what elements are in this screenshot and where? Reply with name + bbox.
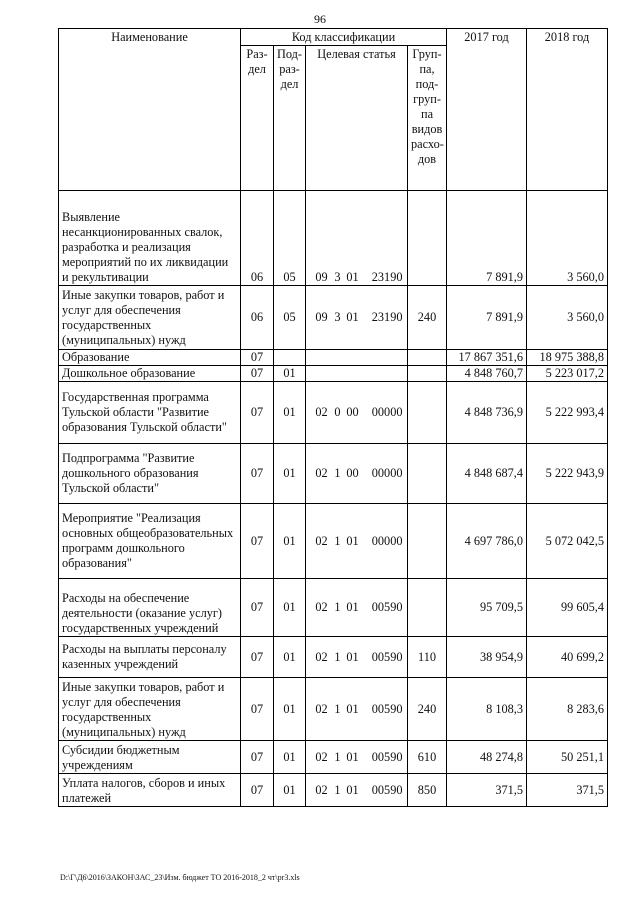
row-value-2017: 7 891,9 (447, 191, 527, 286)
row-value-2017: 4 848 687,4 (447, 444, 527, 504)
row-target-article (306, 286, 408, 350)
row-podrazdel: 05 (274, 286, 306, 350)
row-razdel: 07 (241, 678, 274, 741)
target-article-part: 01 (346, 270, 359, 284)
row-target-article (306, 444, 408, 504)
col-header-code-group: Код классификации (241, 29, 447, 46)
target-article-part: 3 (334, 310, 341, 324)
target-article-part: 01 (346, 749, 359, 764)
row-podrazdel: 01 (274, 678, 306, 741)
row-name: Расходы на выплаты персоналу казенных учреждений (59, 637, 241, 678)
target-article-part: 02 (315, 782, 328, 797)
row-podrazdel (274, 350, 306, 366)
target-article-part: 00590 (371, 701, 403, 716)
table-row (59, 382, 608, 444)
row-target-article (306, 382, 408, 444)
table-row (59, 191, 608, 286)
target-article-part: 09 (315, 310, 328, 324)
target-article-part: 01 (346, 701, 359, 716)
row-target-article (306, 774, 408, 807)
row-name: Уплата налогов, сборов и иных платежей (59, 774, 241, 807)
row-target-article (306, 350, 408, 366)
target-article-part: 1 (334, 701, 341, 716)
row-group (408, 579, 447, 637)
row-value-2018: 3 560,0 (527, 191, 608, 286)
row-razdel: 07 (241, 504, 274, 579)
row-group: 850 (408, 774, 447, 807)
row-value-2018: 18 975 388,8 (527, 350, 608, 366)
row-value-2017: 4 697 786,0 (447, 504, 527, 579)
target-article-part: 00000 (371, 533, 403, 548)
target-article-part: 01 (346, 533, 359, 548)
target-article-part: 00000 (371, 405, 403, 419)
table-row (59, 741, 608, 774)
row-group (408, 366, 447, 382)
row-value-2018: 5 222 943,9 (527, 444, 608, 504)
target-article-part: 00590 (371, 600, 403, 614)
row-value-2018: 40 699,2 (527, 637, 608, 678)
table-row (59, 366, 608, 382)
target-article-part: 02 (315, 649, 328, 664)
row-value-2018: 99 605,4 (527, 579, 608, 637)
row-name: Расходы на обеспечение деятельности (оказание услуг) государственных учреждений (59, 579, 241, 637)
row-group: 240 (408, 286, 447, 350)
row-razdel: 07 (241, 444, 274, 504)
target-article-part: 02 (315, 701, 328, 716)
row-razdel: 07 (241, 774, 274, 807)
budget-table (58, 28, 608, 807)
target-article-part: 00 (346, 466, 359, 480)
row-podrazdel: 01 (274, 444, 306, 504)
row-razdel: 07 (241, 366, 274, 382)
target-article-part: 02 (315, 466, 328, 480)
row-name: Государственная программа Тульской области "Развитие образования Тульской области" (59, 382, 241, 444)
row-group (408, 350, 447, 366)
row-razdel: 07 (241, 350, 274, 366)
col-header-2017: 2017 год (447, 29, 527, 191)
row-group (408, 191, 447, 286)
table-row (59, 504, 608, 579)
target-article-part: 3 (334, 270, 341, 284)
table-row (59, 774, 608, 807)
row-value-2018: 8 283,6 (527, 678, 608, 741)
table-row (59, 350, 608, 366)
row-name: Выявление несанкционированных свалок, разработка и реализация мероприятий по их ликвидации и рекультивации (59, 191, 241, 286)
row-name: Мероприятие "Реализация основных общеобразовательных программ дошкольного образования" (59, 504, 241, 579)
target-article-part: 1 (334, 533, 341, 548)
row-target-article (306, 741, 408, 774)
table-row (59, 286, 608, 350)
row-value-2018: 5 223 017,2 (527, 366, 608, 382)
target-article-part: 02 (315, 405, 328, 419)
row-value-2017: 17 867 351,6 (447, 350, 527, 366)
col-header-2018: 2018 год (527, 29, 608, 191)
row-podrazdel: 05 (274, 191, 306, 286)
table-row (59, 678, 608, 741)
row-podrazdel: 01 (274, 774, 306, 807)
row-group: 610 (408, 741, 447, 774)
row-group (408, 504, 447, 579)
row-target-article (306, 678, 408, 741)
row-razdel: 07 (241, 382, 274, 444)
row-name: Иные закупки товаров, работ и услуг для обеспечения государственных (муниципальных) нужд (59, 678, 241, 741)
row-value-2018: 3 560,0 (527, 286, 608, 350)
row-value-2017: 8 108,3 (447, 678, 527, 741)
table-row (59, 637, 608, 678)
row-name: Подпрограмма "Развитие дошкольного образования Тульской области" (59, 444, 241, 504)
row-podrazdel: 01 (274, 741, 306, 774)
target-article-part: 1 (334, 466, 341, 480)
row-name: Дошкольное образование (59, 366, 241, 382)
row-group (408, 444, 447, 504)
row-value-2017: 371,5 (447, 774, 527, 807)
target-article-part: 00590 (371, 749, 403, 764)
row-podrazdel: 01 (274, 637, 306, 678)
row-value-2017: 4 848 760,7 (447, 366, 527, 382)
row-value-2018: 50 251,1 (527, 741, 608, 774)
target-article-part: 0 (334, 405, 341, 419)
target-article-part: 01 (346, 310, 359, 324)
target-article-part: 00590 (371, 649, 403, 664)
row-razdel: 06 (241, 191, 274, 286)
col-header-name: Наименование (59, 29, 241, 191)
row-target-article (306, 504, 408, 579)
col-header-razdel: Раз- дел (241, 46, 274, 191)
page-number: 96 (314, 12, 326, 26)
row-group: 240 (408, 678, 447, 741)
row-value-2017: 4 848 736,9 (447, 382, 527, 444)
row-target-article (306, 637, 408, 678)
row-value-2017: 48 274,8 (447, 741, 527, 774)
col-header-target-article: Целевая статья (306, 46, 408, 191)
col-header-group: Груп- па, под- груп- па видов расхо- дов (408, 46, 447, 191)
target-article-part: 00590 (371, 782, 403, 797)
target-article-part: 01 (346, 649, 359, 664)
row-group (408, 382, 447, 444)
table-row (59, 579, 608, 637)
row-podrazdel: 01 (274, 504, 306, 579)
row-podrazdel: 01 (274, 366, 306, 382)
row-group: 110 (408, 637, 447, 678)
row-name: Образование (59, 350, 241, 366)
target-article-part: 02 (315, 749, 328, 764)
target-article-part: 01 (346, 600, 359, 614)
row-value-2018: 5 222 993,4 (527, 382, 608, 444)
target-article-part: 01 (346, 782, 359, 797)
row-value-2018: 5 072 042,5 (527, 504, 608, 579)
target-article-part: 1 (334, 600, 341, 614)
file-path-footer: D:\Г\Д6\2016\ЗАКОН\ЗАС_23\Изм. бюджет ТО 2016-2018_2 чт\pr3.xls (60, 873, 300, 882)
row-razdel: 07 (241, 637, 274, 678)
row-value-2018: 371,5 (527, 774, 608, 807)
target-article-part: 00 (346, 405, 359, 419)
target-article-part: 1 (334, 649, 341, 664)
row-name: Субсидии бюджетным учреждениям (59, 741, 241, 774)
target-article-part: 1 (334, 782, 341, 797)
row-value-2017: 95 709,5 (447, 579, 527, 637)
row-razdel: 07 (241, 579, 274, 637)
target-article-part: 1 (334, 749, 341, 764)
target-article-part: 23190 (371, 310, 403, 324)
row-podrazdel: 01 (274, 382, 306, 444)
target-article-part: 02 (315, 600, 328, 614)
row-podrazdel: 01 (274, 579, 306, 637)
target-article-part: 09 (315, 270, 328, 284)
row-razdel: 06 (241, 286, 274, 350)
target-article-part: 00000 (371, 466, 403, 480)
row-target-article (306, 579, 408, 637)
row-value-2017: 7 891,9 (447, 286, 527, 350)
row-target-article (306, 366, 408, 382)
row-razdel: 07 (241, 741, 274, 774)
col-header-podrazdel: Под- раз- дел (274, 46, 306, 191)
row-name: Иные закупки товаров, работ и услуг для обеспечения государственных (муниципальных) нужд (59, 286, 241, 350)
target-article-part: 23190 (371, 270, 403, 284)
row-value-2017: 38 954,9 (447, 637, 527, 678)
table-row (59, 444, 608, 504)
row-target-article (306, 191, 408, 286)
target-article-part: 02 (315, 533, 328, 548)
